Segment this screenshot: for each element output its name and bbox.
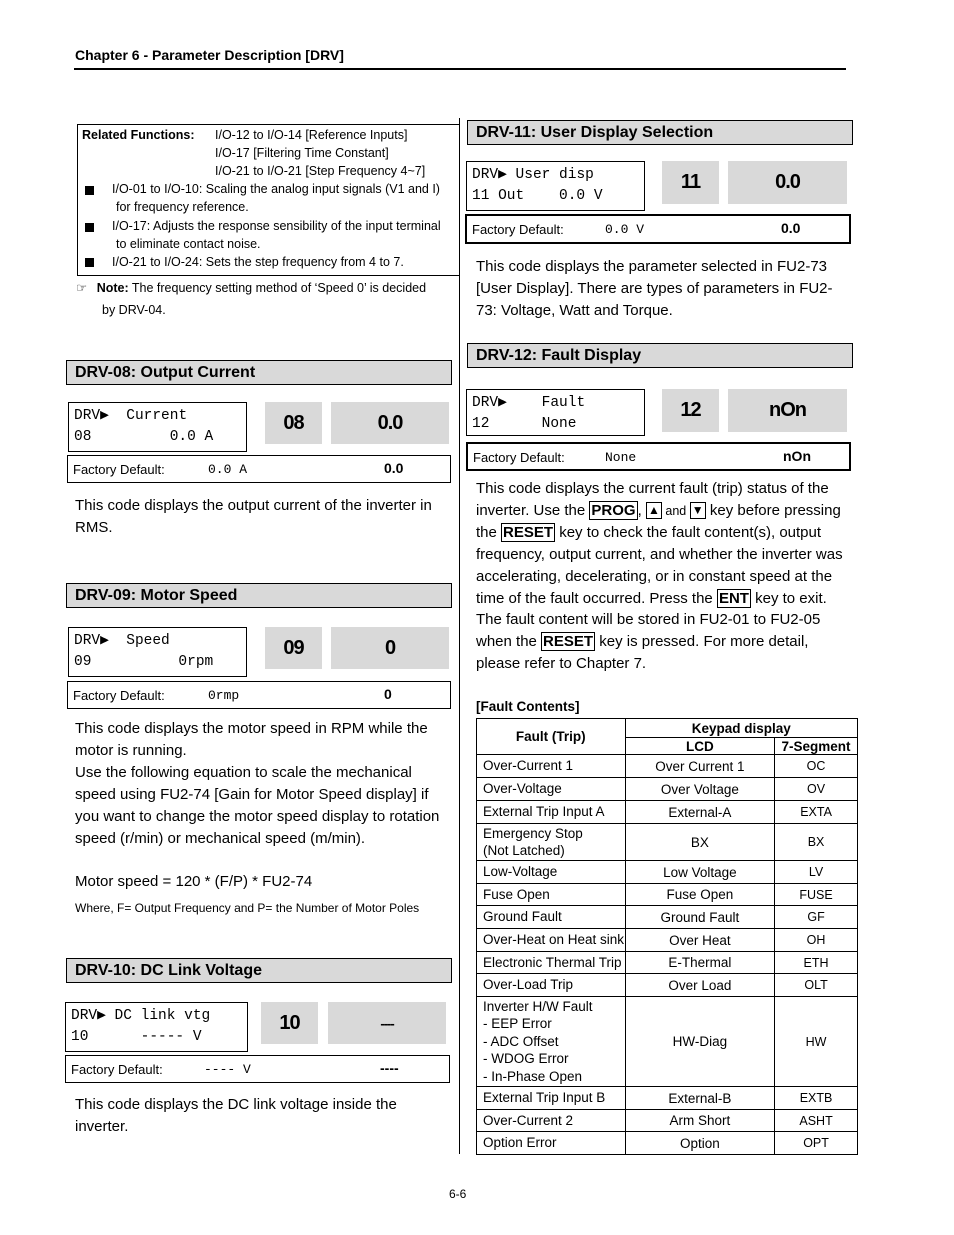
formula-drv09: Motor speed = 120 * (F/P) * FU2-74 bbox=[75, 873, 313, 890]
related-bullet-text: to eliminate contact noise. bbox=[116, 237, 261, 251]
ent-key: ENT bbox=[718, 589, 749, 607]
factory-default-drv11 bbox=[465, 214, 851, 244]
related-ref: I/O-21 to I/O-21 [Step Frequency 4~7] bbox=[215, 164, 426, 178]
lcd-line-2: 10 ----- V bbox=[71, 1029, 202, 1045]
pointing-hand-icon: ☞ bbox=[76, 281, 88, 295]
table-row bbox=[477, 1087, 858, 1110]
fault-cell: External Trip Input A bbox=[477, 801, 626, 824]
lcd-line-1: DRV▶ Current bbox=[74, 408, 188, 424]
lcd-display-drv09 bbox=[68, 627, 247, 677]
seg-cell: OPT bbox=[775, 1132, 858, 1155]
lcd-line-1: DRV▶ DC link vtg bbox=[71, 1008, 211, 1024]
desc-text: key before pressing the bbox=[476, 501, 841, 542]
up-arrow-key-icon: ▲ bbox=[646, 502, 662, 519]
table-row bbox=[477, 824, 858, 861]
seg-code-drv10: 10 bbox=[261, 1002, 318, 1044]
lcd-cell: Fuse Open bbox=[625, 884, 775, 906]
related-bullet-text: I/O-17: Adjusts the response sensibility of the input terminal bbox=[112, 219, 441, 233]
factory-default-drv12 bbox=[466, 442, 851, 471]
lcd-cell: BX bbox=[625, 824, 775, 861]
desc-drv11: This code displays the parameter selected in FU2-73 [User Display]. There are types of parameters in FU2-73: Voltage, Watt and Torque. bbox=[476, 258, 833, 319]
reset-key: RESET bbox=[543, 632, 594, 650]
fault-cell: Emergency Stop (Not Latched) bbox=[477, 824, 626, 861]
desc-drv10: This code displays the DC link voltage inside the inverter. bbox=[75, 1096, 397, 1135]
desc-text: key to exit. The fault content will be stored in FU2-01 to FU2-05 when the bbox=[476, 589, 827, 650]
table-row bbox=[477, 929, 858, 952]
factory-default-value: 0rmp bbox=[208, 688, 240, 703]
fault-cell: Over-Load Trip bbox=[477, 974, 626, 997]
chapter-title: Chapter 6 - Parameter Description [DRV] bbox=[75, 47, 344, 63]
col-header-7seg: 7-Segment bbox=[775, 738, 858, 755]
col-header-keypad: Keypad display bbox=[625, 719, 857, 738]
related-bullet-text: I/O-01 to I/O-10: Scaling the analog input signals (V1 and I) bbox=[112, 182, 440, 196]
factory-default-value: 0.0 V bbox=[605, 222, 645, 237]
section-title-drv11: DRV-11: User Display Selection bbox=[467, 120, 853, 145]
seg-cell: OLT bbox=[775, 974, 858, 997]
seg-cell: BX bbox=[775, 824, 858, 861]
lcd-line-2: 12 None bbox=[472, 416, 577, 432]
factory-default-label: Factory Default: bbox=[71, 1062, 163, 1077]
lcd-display-drv12 bbox=[466, 389, 645, 436]
header-rule bbox=[74, 68, 846, 70]
seg-code-drv08: 08 bbox=[265, 402, 322, 444]
seg-cell: GF bbox=[775, 906, 858, 929]
related-functions-box bbox=[77, 124, 460, 276]
fault-cell: Fuse Open bbox=[477, 884, 626, 906]
lcd-line-1: DRV▶ User disp bbox=[472, 167, 594, 183]
col-header-fault: Fault (Trip) bbox=[477, 719, 626, 755]
fault-cell: Over-Voltage bbox=[477, 778, 626, 801]
desc-text: , bbox=[637, 501, 646, 519]
seg-cell: OC bbox=[775, 755, 858, 778]
factory-default-label: Factory Default: bbox=[73, 462, 165, 477]
lcd-cell: External-A bbox=[625, 801, 775, 824]
prog-key: PROG bbox=[591, 501, 636, 519]
note-text-cont: by DRV-04. bbox=[102, 303, 166, 317]
fault-cell: Ground Fault bbox=[477, 906, 626, 929]
seg-cell: LV bbox=[775, 861, 858, 884]
desc-drv09-scale: Use the following equation to scale the mechanical speed using FU2-74 [Gain for Motor Speed display] if you want to change the motor speed display to rotation speed (r/min) or mechanical speed (m/min). bbox=[75, 764, 440, 847]
related-ref: I/O-17 [Filtering Time Constant] bbox=[215, 146, 389, 160]
related-bullet-text: I/O-21 to I/O-24: Sets the step frequency from 4 to 7. bbox=[112, 255, 404, 269]
lcd-cell: Over Voltage bbox=[625, 778, 775, 801]
desc-text: This code displays the current fault (trip) status of the inverter. Use the bbox=[476, 480, 829, 519]
lcd-cell: HW-Diag bbox=[625, 997, 775, 1087]
seg-value-drv10: ---- bbox=[328, 1002, 446, 1044]
bullet-icon bbox=[85, 223, 94, 232]
fault-cell: External Trip Input B bbox=[477, 1087, 626, 1110]
lcd-cell: Over Load bbox=[625, 974, 775, 997]
seg-code-drv12: 12 bbox=[662, 389, 719, 432]
desc-text: key to check the fault content(s), output frequency, output current, and whether the inverter was accelerating, decelerating, or in constant speed at the time of the fault occurred. Press the bbox=[476, 524, 843, 607]
related-bullet-text: for frequency reference. bbox=[116, 200, 249, 214]
lcd-cell: Ground Fault bbox=[625, 906, 775, 929]
col-header-lcd: LCD bbox=[625, 738, 775, 755]
seg-cell: ASHT bbox=[775, 1110, 858, 1132]
bullet-icon bbox=[85, 186, 94, 195]
table-row bbox=[477, 755, 858, 778]
factory-default-label: Factory Default: bbox=[73, 688, 165, 703]
fault-contents-caption: [Fault Contents] bbox=[476, 699, 580, 714]
lcd-cell: E-Thermal bbox=[625, 952, 775, 974]
note-label: Note: bbox=[96, 281, 129, 295]
where-note: Where, F= Output Frequency and P= the Number of Motor Poles bbox=[75, 901, 420, 915]
section-title-drv09: DRV-09: Motor Speed bbox=[66, 583, 452, 608]
fault-cell: Inverter H/W Fault - EEP Error - ADC Offset - WDOG Error - In-Phase Open bbox=[477, 997, 626, 1087]
section-title-drv12: DRV-12: Fault Display bbox=[467, 343, 853, 368]
table-row bbox=[477, 1110, 858, 1132]
seg-cell: ETH bbox=[775, 952, 858, 974]
page-number: 6-6 bbox=[449, 1187, 467, 1201]
lcd-cell: Option bbox=[625, 1132, 775, 1155]
factory-default-seg: 0 bbox=[384, 686, 392, 702]
fault-contents-table bbox=[476, 718, 858, 1155]
fault-cell: Over-Current 2 bbox=[477, 1110, 626, 1132]
fault-cell: Low-Voltage bbox=[477, 861, 626, 884]
seg-code-drv09: 09 bbox=[265, 627, 322, 669]
factory-default-seg: ---- bbox=[380, 1060, 399, 1076]
seg-value-drv11: 0.0 bbox=[728, 161, 847, 204]
lcd-cell: Over Current 1 bbox=[625, 755, 775, 778]
factory-default-seg: nOn bbox=[783, 448, 811, 464]
seg-cell: EXTA bbox=[775, 801, 858, 824]
factory-default-drv10 bbox=[65, 1055, 450, 1083]
table-row bbox=[477, 952, 858, 974]
table-row bbox=[477, 997, 858, 1087]
factory-default-value: 0.0 A bbox=[208, 462, 248, 477]
fault-cell: Over-Current 1 bbox=[477, 755, 626, 778]
factory-default-drv08 bbox=[67, 455, 451, 483]
lcd-cell: Low Voltage bbox=[625, 861, 775, 884]
factory-default-seg: 0.0 bbox=[781, 220, 801, 236]
lcd-cell: External-B bbox=[625, 1087, 775, 1110]
fault-cell: Over-Heat on Heat sink bbox=[477, 929, 626, 952]
seg-value-drv12: nOn bbox=[728, 389, 847, 432]
seg-cell: FUSE bbox=[775, 884, 858, 906]
desc-drv08: This code displays the output current of the inverter in RMS. bbox=[75, 497, 432, 536]
desc-text: and bbox=[661, 503, 690, 518]
section-title-drv10: DRV-10: DC Link Voltage bbox=[66, 958, 452, 983]
section-title-drv08: DRV-08: Output Current bbox=[66, 360, 452, 385]
seg-value-drv08: 0.0 bbox=[331, 402, 449, 444]
desc-drv09: This code displays the motor speed in RPM while the motor is running. bbox=[75, 720, 428, 759]
table-row bbox=[477, 801, 858, 824]
lcd-display-drv10 bbox=[65, 1002, 248, 1052]
desc-text: key is pressed. For more detail, please refer to Chapter 7. bbox=[476, 632, 809, 672]
table-row bbox=[477, 884, 858, 906]
factory-default-seg: 0.0 bbox=[384, 460, 404, 476]
lcd-line-1: DRV▶ Fault bbox=[472, 395, 586, 411]
seg-value-drv09: 0 bbox=[331, 627, 449, 669]
seg-code-drv11: 11 bbox=[662, 161, 719, 204]
related-functions-label: Related Functions: bbox=[82, 128, 195, 142]
lcd-line-2: 09 0rpm bbox=[74, 654, 214, 670]
note bbox=[76, 277, 446, 321]
seg-cell: OH bbox=[775, 929, 858, 952]
factory-default-drv09 bbox=[67, 681, 451, 709]
lcd-line-2: 11 Out 0.0 V bbox=[472, 188, 603, 204]
seg-cell: OV bbox=[775, 778, 858, 801]
seg-cell: EXTB bbox=[775, 1087, 858, 1110]
table-row bbox=[477, 861, 858, 884]
factory-default-label: Factory Default: bbox=[472, 222, 564, 237]
table-row bbox=[477, 1132, 858, 1155]
table-row bbox=[477, 778, 858, 801]
lcd-line-2: 08 0.0 A bbox=[74, 429, 214, 445]
note-text: The frequency setting method of ‘Speed 0’ is decided bbox=[128, 281, 427, 295]
fault-cell: Electronic Thermal Trip bbox=[477, 952, 626, 974]
reset-key: RESET bbox=[503, 524, 554, 542]
desc-drv12 bbox=[476, 478, 850, 674]
factory-default-value: ---- V bbox=[204, 1062, 251, 1077]
lcd-display-drv08 bbox=[68, 402, 247, 452]
seg-cell: HW bbox=[775, 997, 858, 1087]
factory-default-label: Factory Default: bbox=[473, 450, 565, 465]
lcd-display-drv11 bbox=[466, 161, 645, 211]
lcd-line-1: DRV▶ Speed bbox=[74, 633, 170, 649]
lcd-cell: Over Heat bbox=[625, 929, 775, 952]
factory-default-value: None bbox=[605, 450, 637, 465]
fault-cell: Option Error bbox=[477, 1132, 626, 1155]
down-arrow-key-icon: ▼ bbox=[690, 502, 706, 519]
table-row bbox=[477, 974, 858, 997]
table-row bbox=[477, 906, 858, 929]
lcd-cell: Arm Short bbox=[625, 1110, 775, 1132]
bullet-icon bbox=[85, 258, 94, 267]
related-ref: I/O-12 to I/O-14 [Reference Inputs] bbox=[215, 128, 408, 142]
